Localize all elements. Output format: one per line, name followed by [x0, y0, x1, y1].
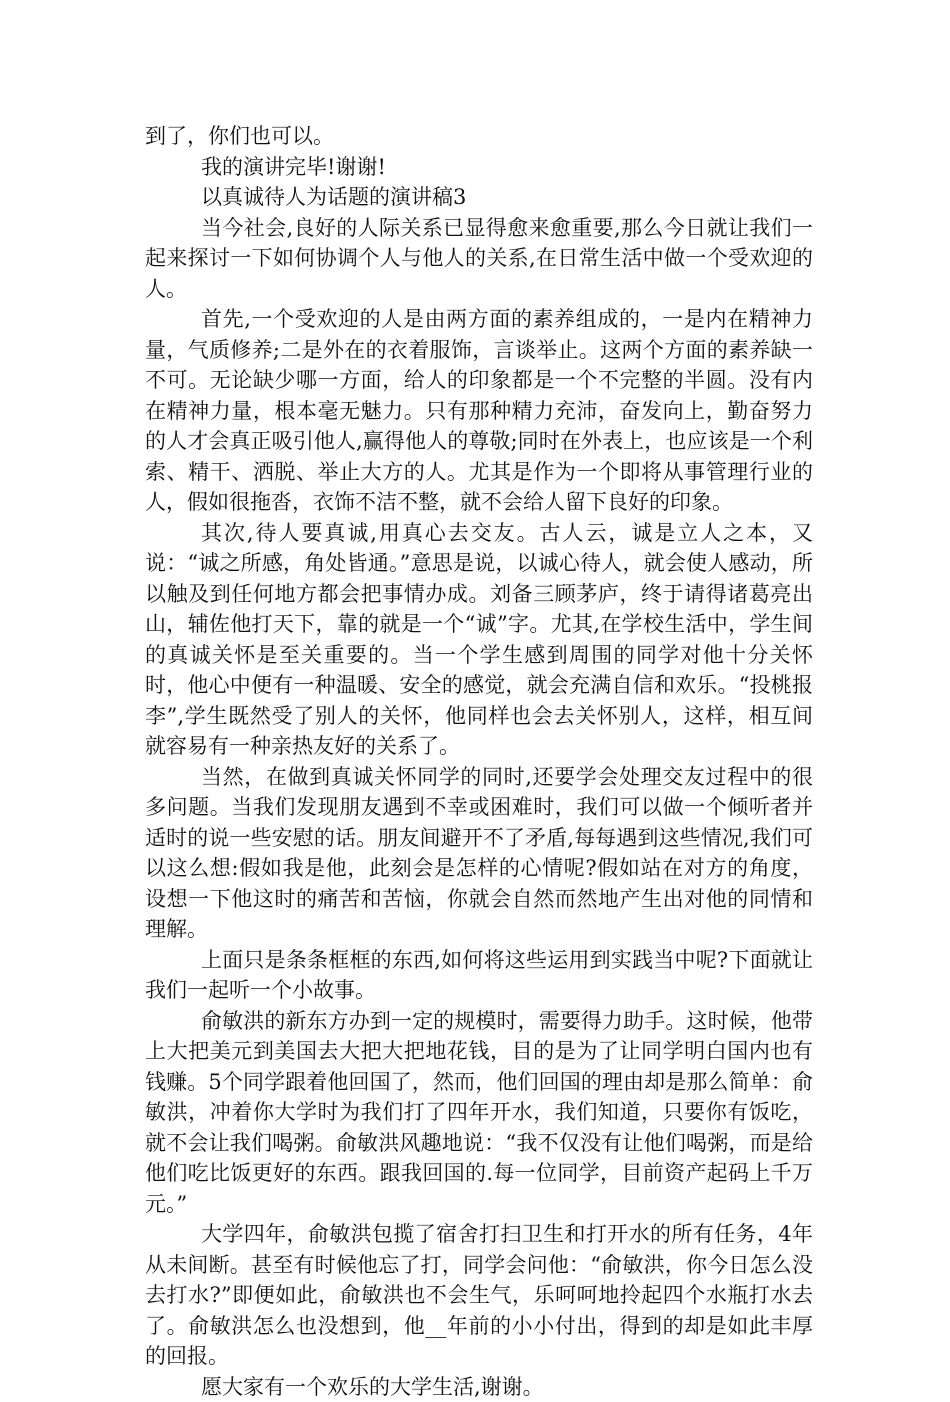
- paragraph-2: 我的演讲完毕!谢谢!: [145, 152, 813, 183]
- paragraph-10: 大学四年，俞敏洪包揽了宿舍打扫卫生和打开水的所有任务，4年从未间断。甚至有时候他忘了打，同学会问他：“俞敏洪，你今日怎么没去打水?”即便如此，俞敏洪也不会生气，乐呵呵地拎起四个水瓶打水去了。俞敏洪怎么也没想到，他__年前的小小付出，得到的却是如此丰厚的回报。: [145, 1219, 813, 1372]
- paragraph-11: 愿大家有一个欢乐的大学生活,谢谢。: [145, 1372, 813, 1402]
- paragraph-5: 首先,一个受欢迎的人是由两方面的素养组成的，一是内在精神力量，气质修养;二是外在的衣着服饰，言谈举止。这两个方面的素养缺一不可。无论缺少哪一方面，给人的印象都是一个不完整的半圆。没有内在精神力量，根本毫无魅力。只有那种精力充沛，奋发向上，勤奋努力的人才会真正吸引他人,赢得他人的尊敬;同时在外表上，也应该是一个利索、精干、洒脱、举止大方的人。尤其是作为一个即将从事管理行业的人，假如很拖沓，衣饰不洁不整，就不会给人留下良好的印象。: [145, 304, 813, 518]
- paragraph-7: 当然，在做到真诚关怀同学的同时,还要学会处理交友过程中的很多问题。当我们发现朋友遇到不幸或困难时，我们可以做一个倾听者并适时的说一些安慰的话。朋友间避开不了矛盾,每每遇到这些情况,我们可以这么想:假如我是他，此刻会是怎样的心情呢?假如站在对方的角度，设想一下他这时的痛苦和苦恼，你就会自然而然地产生出对他的同情和理解。: [145, 762, 813, 945]
- paragraph-4: 当今社会,良好的人际关系已显得愈来愈重要,那么今日就让我们一起来探讨一下如何协调个人与他人的关系,在日常生活中做一个受欢迎的人。: [145, 213, 813, 305]
- paragraph-8: 上面只是条条框框的东西,如何将这些运用到实践当中呢?下面就让我们一起听一个小故事。: [145, 945, 813, 1006]
- speech-title: 以真诚待人为话题的演讲稿3: [145, 182, 813, 213]
- paragraph-1: 到了，你们也可以。: [145, 121, 813, 152]
- paragraph-9: 俞敏洪的新东方办到一定的规模时，需要得力助手。这时候，他带上大把美元到美国去大把大把地花钱，目的是为了让同学明白国内也有钱赚。5个同学跟着他回国了，然而，他们回国的理由却是那么简单：俞敏洪，冲着你大学时为我们打了四年开水，我们知道，只要你有饭吃，就不会让我们喝粥。俞敏洪风趣地说：“我不仅没有让他们喝粥，而是给他们吃比饭更好的东西。跟我回国的.每一位同学，目前资产起码上千万元。”: [145, 1006, 813, 1220]
- document-body: [145, 121, 813, 1402]
- paragraph-6: 其次,待人要真诚,用真心去交友。古人云，诚是立人之本，又说：“诚之所感，角处皆通。”意思是说，以诚心待人，就会使人感动，所以触及到任何地方都会把事情办成。刘备三顾茅庐，终于请得诸葛亮出山，辅佐他打天下，靠的就是一个“诚”字。尤其,在学校生活中，学生间的真诚关怀是至关重要的。当一个学生感到周围的同学对他十分关怀时，他心中便有一种温暖、安全的感觉，就会充满自信和欢乐。“投桃报李”,学生既然受了别人的关怀，他同样也会去关怀别人，这样，相互间就容易有一种亲热友好的关系了。: [145, 518, 813, 762]
